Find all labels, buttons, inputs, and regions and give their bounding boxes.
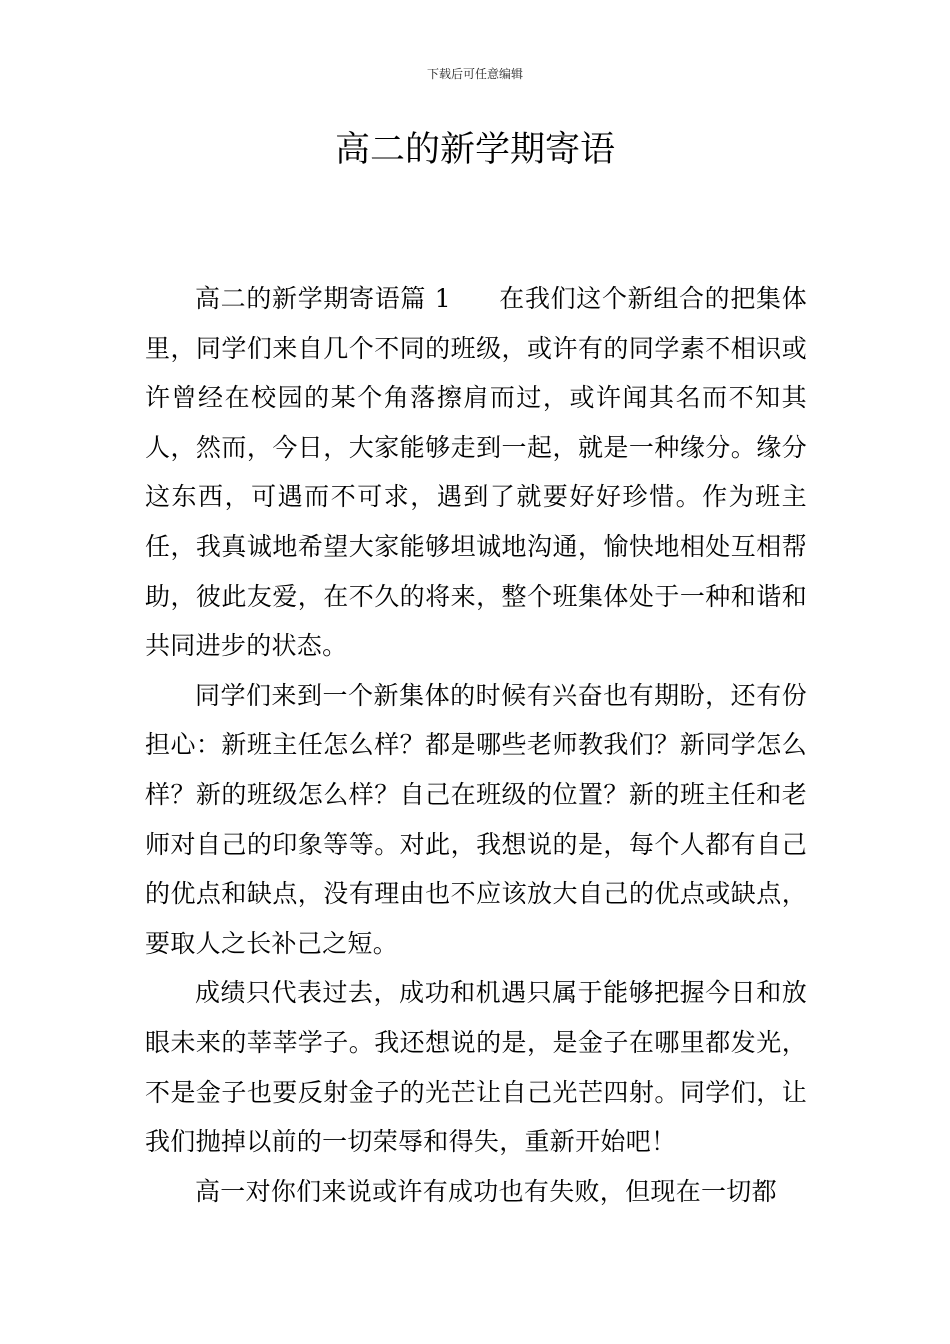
page-title: 高二的新学期寄语 (334, 130, 615, 170)
paragraph-2: 同学们来到一个新集体的时候有兴奋也有期盼，还有份担心：新班主任怎么样？都是哪些老师教我们？新同学怎么样？新的班级怎么样？自己在班级的位置？新的班主任和老师对自己的印象等等。对此，我想说的是，每个人都有自己的优点和缺点，没有理由也不应该放大自己的优点或缺点，要取人之长补己之短。 (145, 680, 807, 958)
paragraph-text: 在我们这个新组合的把集体里，同学们来自几个不同的班级，或许有的同学素不相识或许曾经在校园的某个角落擦肩而过，或许闻其名而不知其人，然而，今日，大家能够走到一起，就是一种缘分。缘分这东西，可遇而不可求，遇到了就要好好珍惜。作为班主任，我真诚地希望大家能够坦诚地沟通，愉快地相处互相帮助，彼此友爱，在不久的将来，整个班集体处于一种和谐和共同进步的状态。 (145, 284, 807, 661)
header-note: 下载后可任意编辑 (426, 67, 523, 81)
document-body (145, 274, 807, 1216)
paragraph-1 (145, 274, 807, 671)
paragraph-4: 高一对你们来说或许有成功也有失败，但现在一切都 (195, 1176, 777, 1206)
section-heading: 高二的新学期寄语篇 1 (195, 284, 451, 313)
paragraph-3: 成绩只代表过去，成功和机遇只属于能够把握今日和放眼未来的莘莘学子。我还想说的是，是金子在哪里都发光，不是金子也要反射金子的光芒让自己光芒四射。同学们，让我们抛掉以前的一切荣辱和得失，重新开始吧！ (145, 978, 807, 1157)
